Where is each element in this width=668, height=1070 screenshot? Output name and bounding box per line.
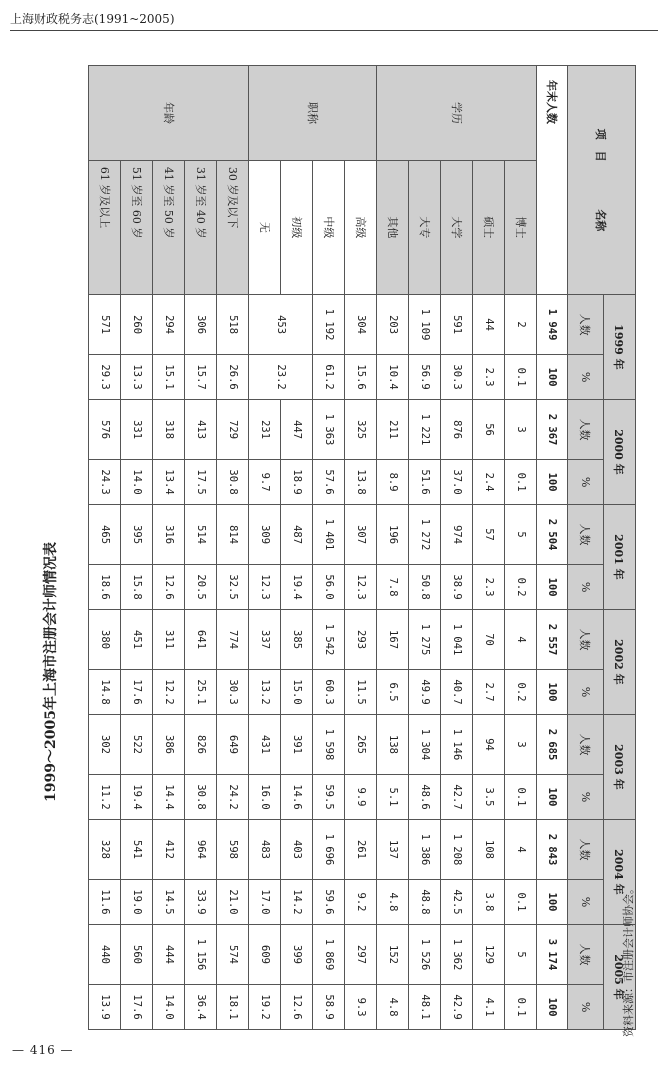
- value-cell: 57: [473, 504, 505, 564]
- value-cell: 42.9: [441, 985, 473, 1030]
- value-cell: 17.0: [249, 880, 281, 925]
- total-cell: 100: [537, 565, 568, 610]
- value-cell: 571: [89, 294, 121, 354]
- value-cell: 729: [217, 399, 249, 459]
- value-cell: 108: [473, 819, 505, 879]
- value-cell: 3: [505, 399, 537, 459]
- cpa-statistics-table: [88, 65, 636, 1030]
- value-cell: 1 275: [409, 609, 441, 669]
- value-cell: 325: [345, 399, 377, 459]
- value-cell: 265: [345, 714, 377, 774]
- value-cell: 1 696: [313, 819, 345, 879]
- count-subheader: 人数: [568, 294, 604, 354]
- row-label: 初级: [281, 160, 313, 294]
- value-cell: 297: [345, 924, 377, 984]
- value-cell: 307: [345, 504, 377, 564]
- value-cell: 0.2: [505, 565, 537, 610]
- value-cell: 5.1: [377, 775, 409, 820]
- value-cell: 15.7: [185, 355, 217, 400]
- value-cell: 1 401: [313, 504, 345, 564]
- row-label: 其他: [377, 160, 409, 294]
- total-cell: 2 504: [537, 504, 568, 564]
- value-cell: 11.2: [89, 775, 121, 820]
- value-cell: 447: [281, 399, 313, 459]
- value-cell: 33.9: [185, 880, 217, 925]
- value-cell: 4: [505, 609, 537, 669]
- year-header: 2001 年: [604, 504, 636, 609]
- value-cell: 309: [249, 504, 281, 564]
- row-label: 51 岁至 60 岁: [121, 160, 153, 294]
- table-row: [441, 66, 473, 1030]
- value-cell: 413: [185, 399, 217, 459]
- page-number: — 416 —: [12, 1043, 74, 1057]
- value-cell: 32.5: [217, 565, 249, 610]
- value-cell: 17.6: [121, 985, 153, 1030]
- value-cell: 574: [217, 924, 249, 984]
- value-cell: 444: [153, 924, 185, 984]
- value-cell: 774: [217, 609, 249, 669]
- table-row: [473, 66, 505, 1030]
- value-cell: 70: [473, 609, 505, 669]
- project-header: [568, 66, 636, 295]
- value-cell: 12.6: [281, 985, 313, 1030]
- value-cell: 231: [249, 399, 281, 459]
- value-cell: 7.8: [377, 565, 409, 610]
- value-cell: 56.9: [409, 355, 441, 400]
- value-cell: 2: [505, 294, 537, 354]
- pct-subheader: %: [568, 355, 604, 400]
- value-cell: 487: [281, 504, 313, 564]
- value-cell: 59.6: [313, 880, 345, 925]
- value-cell: 14.5: [153, 880, 185, 925]
- pct-subheader: %: [568, 775, 604, 820]
- value-cell: 0.1: [505, 985, 537, 1030]
- value-cell: 337: [249, 609, 281, 669]
- total-cell: 2 557: [537, 609, 568, 669]
- table-row: [249, 66, 281, 1030]
- value-cell: 51.6: [409, 460, 441, 505]
- group-label: 职称: [249, 66, 377, 161]
- value-cell: 15.6: [345, 355, 377, 400]
- row-label: 无: [249, 160, 281, 294]
- count-subheader: 人数: [568, 924, 604, 984]
- table-row: [345, 66, 377, 1030]
- table-row: [89, 66, 121, 1030]
- value-cell: 412: [153, 819, 185, 879]
- value-cell: 465: [89, 504, 121, 564]
- value-cell: 260: [121, 294, 153, 354]
- value-cell: 59.5: [313, 775, 345, 820]
- row-label: 大学: [441, 160, 473, 294]
- value-cell: 13.3: [121, 355, 153, 400]
- value-cell: 395: [121, 504, 153, 564]
- value-cell: 203: [377, 294, 409, 354]
- value-cell: 44: [473, 294, 505, 354]
- value-cell: 328: [89, 819, 121, 879]
- value-cell: 12.3: [345, 565, 377, 610]
- value-cell: 13.9: [89, 985, 121, 1030]
- count-subheader: 人数: [568, 819, 604, 879]
- pct-subheader: %: [568, 985, 604, 1030]
- value-cell: 431: [249, 714, 281, 774]
- value-cell: 19.4: [281, 565, 313, 610]
- value-cell: 48.1: [409, 985, 441, 1030]
- value-cell: 316: [153, 504, 185, 564]
- table-row-total: [537, 66, 568, 1030]
- running-header: 上海财政税务志(1991~2005): [10, 12, 175, 26]
- table-row: [505, 66, 537, 1030]
- value-cell: 522: [121, 714, 153, 774]
- total-cell: 100: [537, 670, 568, 715]
- table-row: [377, 66, 409, 1030]
- value-cell: 403: [281, 819, 313, 879]
- value-cell: 386: [153, 714, 185, 774]
- value-cell: 385: [281, 609, 313, 669]
- value-cell: 94: [473, 714, 505, 774]
- value-cell: 57.6: [313, 460, 345, 505]
- value-cell: 1 272: [409, 504, 441, 564]
- value-cell: 6.5: [377, 670, 409, 715]
- value-cell: 137: [377, 819, 409, 879]
- total-cell: 2 367: [537, 399, 568, 459]
- value-cell: 12.6: [153, 565, 185, 610]
- value-cell: 17.6: [121, 670, 153, 715]
- count-subheader: 人数: [568, 504, 604, 564]
- value-cell: 2.4: [473, 460, 505, 505]
- row-label: 41 岁至 50 岁: [153, 160, 185, 294]
- value-cell: 380: [89, 609, 121, 669]
- total-cell: 2 685: [537, 714, 568, 774]
- value-cell: 48.8: [409, 880, 441, 925]
- source-note: 资料来源：市注册会计师协会。: [622, 883, 635, 1037]
- value-cell: 17.5: [185, 460, 217, 505]
- value-cell: 440: [89, 924, 121, 984]
- value-cell: 26.6: [217, 355, 249, 400]
- value-cell: 261: [345, 819, 377, 879]
- value-cell: 391: [281, 714, 313, 774]
- value-cell: 591: [441, 294, 473, 354]
- value-cell: 14.6: [281, 775, 313, 820]
- value-cell: 48.6: [409, 775, 441, 820]
- value-cell: 3: [505, 714, 537, 774]
- rotated-table-container: [88, 65, 636, 1030]
- value-cell: 0.1: [505, 460, 537, 505]
- total-cell: 100: [537, 775, 568, 820]
- value-cell: 9.3: [345, 985, 377, 1030]
- value-cell: 50.8: [409, 565, 441, 610]
- value-cell: 1 598: [313, 714, 345, 774]
- table-row: [185, 66, 217, 1030]
- value-cell: 1 109: [409, 294, 441, 354]
- value-cell: 10.4: [377, 355, 409, 400]
- value-cell: 14.0: [121, 460, 153, 505]
- value-cell: 30.8: [185, 775, 217, 820]
- value-cell: 18.1: [217, 985, 249, 1030]
- value-cell: 19.4: [121, 775, 153, 820]
- value-cell: 56: [473, 399, 505, 459]
- total-cell: 100: [537, 460, 568, 505]
- value-cell: 1 146: [441, 714, 473, 774]
- total-cell: 100: [537, 880, 568, 925]
- value-cell: 152: [377, 924, 409, 984]
- value-cell: 3.8: [473, 880, 505, 925]
- row-label: 大专: [409, 160, 441, 294]
- value-cell: 1 363: [313, 399, 345, 459]
- value-cell: 453: [249, 294, 313, 354]
- value-cell: 1 221: [409, 399, 441, 459]
- value-cell: 211: [377, 399, 409, 459]
- value-cell: 19.0: [121, 880, 153, 925]
- value-cell: 129: [473, 924, 505, 984]
- value-cell: 1 386: [409, 819, 441, 879]
- value-cell: 518: [217, 294, 249, 354]
- value-cell: 21.0: [217, 880, 249, 925]
- row-label: 中级: [313, 160, 345, 294]
- count-subheader: 人数: [568, 609, 604, 669]
- value-cell: 30.3: [441, 355, 473, 400]
- year-header: 2004 年: [604, 819, 636, 924]
- value-cell: 1 869: [313, 924, 345, 984]
- value-cell: 0.1: [505, 880, 537, 925]
- data-rows: [89, 66, 537, 1030]
- value-cell: 306: [185, 294, 217, 354]
- total-cell: 2 843: [537, 819, 568, 879]
- value-cell: 56.0: [313, 565, 345, 610]
- value-cell: 814: [217, 504, 249, 564]
- value-cell: 399: [281, 924, 313, 984]
- value-cell: 4.8: [377, 985, 409, 1030]
- value-cell: 18.6: [89, 565, 121, 610]
- value-cell: 641: [185, 609, 217, 669]
- value-cell: 598: [217, 819, 249, 879]
- total-cell: 100: [537, 985, 568, 1030]
- pct-subheader: %: [568, 565, 604, 610]
- value-cell: 14.8: [89, 670, 121, 715]
- pct-subheader: %: [568, 880, 604, 925]
- value-cell: 0.1: [505, 355, 537, 400]
- value-cell: 1 362: [441, 924, 473, 984]
- value-cell: 4: [505, 819, 537, 879]
- value-cell: 12.2: [153, 670, 185, 715]
- year-header: 1999 年: [604, 294, 636, 399]
- value-cell: 609: [249, 924, 281, 984]
- year-header: 2003 年: [604, 714, 636, 819]
- row-label: 61 岁及以上: [89, 160, 121, 294]
- value-cell: 294: [153, 294, 185, 354]
- value-cell: 42.7: [441, 775, 473, 820]
- value-cell: 1 526: [409, 924, 441, 984]
- row-label: 年末人数: [537, 66, 568, 295]
- value-cell: 16.0: [249, 775, 281, 820]
- table-row: [313, 66, 345, 1030]
- total-cell: 3 174: [537, 924, 568, 984]
- value-cell: 36.4: [185, 985, 217, 1030]
- value-cell: 974: [441, 504, 473, 564]
- name-label: 名称: [594, 209, 608, 232]
- count-subheader: 人数: [568, 714, 604, 774]
- value-cell: 541: [121, 819, 153, 879]
- value-cell: 3.5: [473, 775, 505, 820]
- value-cell: 19.2: [249, 985, 281, 1030]
- value-cell: 0.2: [505, 670, 537, 715]
- value-cell: 649: [217, 714, 249, 774]
- value-cell: 0.1: [505, 775, 537, 820]
- table-title: 1999～2005年上海市注册会计师情况表: [43, 542, 59, 802]
- value-cell: 576: [89, 399, 121, 459]
- value-cell: 138: [377, 714, 409, 774]
- value-cell: 331: [121, 399, 153, 459]
- value-cell: 318: [153, 399, 185, 459]
- value-cell: 1 304: [409, 714, 441, 774]
- value-cell: 29.3: [89, 355, 121, 400]
- row-label: 博士: [505, 160, 537, 294]
- value-cell: 30.8: [217, 460, 249, 505]
- value-cell: 2.7: [473, 670, 505, 715]
- value-cell: 30.3: [217, 670, 249, 715]
- group-label: 年龄: [89, 66, 249, 161]
- value-cell: 2.3: [473, 565, 505, 610]
- value-cell: 560: [121, 924, 153, 984]
- total-cell: 100: [537, 355, 568, 400]
- value-cell: 311: [153, 609, 185, 669]
- value-cell: 196: [377, 504, 409, 564]
- value-cell: 58.9: [313, 985, 345, 1030]
- value-cell: 1 041: [441, 609, 473, 669]
- value-cell: 25.1: [185, 670, 217, 715]
- value-cell: 8.9: [377, 460, 409, 505]
- table-row: [153, 66, 185, 1030]
- value-cell: 15.1: [153, 355, 185, 400]
- value-cell: 167: [377, 609, 409, 669]
- table-row: [409, 66, 441, 1030]
- value-cell: 60.3: [313, 670, 345, 715]
- value-cell: 42.5: [441, 880, 473, 925]
- year-header: 2002 年: [604, 609, 636, 714]
- value-cell: 14.4: [153, 775, 185, 820]
- value-cell: 1 156: [185, 924, 217, 984]
- value-cell: 1 542: [313, 609, 345, 669]
- value-cell: 9.2: [345, 880, 377, 925]
- project-label: 项 目: [594, 128, 608, 162]
- value-cell: 12.3: [249, 565, 281, 610]
- header-rule: [10, 30, 658, 31]
- value-cell: 304: [345, 294, 377, 354]
- value-cell: 4.8: [377, 880, 409, 925]
- count-subheader: 人数: [568, 399, 604, 459]
- value-cell: 61.2: [313, 355, 345, 400]
- value-cell: 14.0: [153, 985, 185, 1030]
- value-cell: 293: [345, 609, 377, 669]
- value-cell: 876: [441, 399, 473, 459]
- value-cell: 38.9: [441, 565, 473, 610]
- value-cell: 40.7: [441, 670, 473, 715]
- value-cell: 451: [121, 609, 153, 669]
- value-cell: 15.8: [121, 565, 153, 610]
- row-label: 30 岁及以下: [217, 160, 249, 294]
- year-header: 2005 年: [604, 924, 636, 1029]
- value-cell: 23.2: [249, 355, 313, 400]
- value-cell: 11.5: [345, 670, 377, 715]
- value-cell: 13.4: [153, 460, 185, 505]
- value-cell: 826: [185, 714, 217, 774]
- value-cell: 9.7: [249, 460, 281, 505]
- value-cell: 13.2: [249, 670, 281, 715]
- value-cell: 37.0: [441, 460, 473, 505]
- table-row: [121, 66, 153, 1030]
- value-cell: 483: [249, 819, 281, 879]
- value-cell: 24.2: [217, 775, 249, 820]
- value-cell: 14.2: [281, 880, 313, 925]
- group-label: 学历: [377, 66, 537, 161]
- table-row: [281, 66, 313, 1030]
- value-cell: 514: [185, 504, 217, 564]
- value-cell: 13.8: [345, 460, 377, 505]
- value-cell: 1 192: [313, 294, 345, 354]
- table-row: [217, 66, 249, 1030]
- pct-subheader: %: [568, 670, 604, 715]
- value-cell: 20.5: [185, 565, 217, 610]
- row-label: 硕士: [473, 160, 505, 294]
- value-cell: 2.3: [473, 355, 505, 400]
- value-cell: 4.1: [473, 985, 505, 1030]
- value-cell: 15.0: [281, 670, 313, 715]
- year-header: 2000 年: [604, 399, 636, 504]
- value-cell: 302: [89, 714, 121, 774]
- total-cell: 1 949: [537, 294, 568, 354]
- value-cell: 49.9: [409, 670, 441, 715]
- value-cell: 1 208: [441, 819, 473, 879]
- row-label: 31 岁至 40 岁: [185, 160, 217, 294]
- value-cell: 24.3: [89, 460, 121, 505]
- value-cell: 18.9: [281, 460, 313, 505]
- value-cell: 11.6: [89, 880, 121, 925]
- value-cell: 964: [185, 819, 217, 879]
- row-label: 高级: [345, 160, 377, 294]
- value-cell: 9.9: [345, 775, 377, 820]
- value-cell: 5: [505, 504, 537, 564]
- pct-subheader: %: [568, 460, 604, 505]
- value-cell: 5: [505, 924, 537, 984]
